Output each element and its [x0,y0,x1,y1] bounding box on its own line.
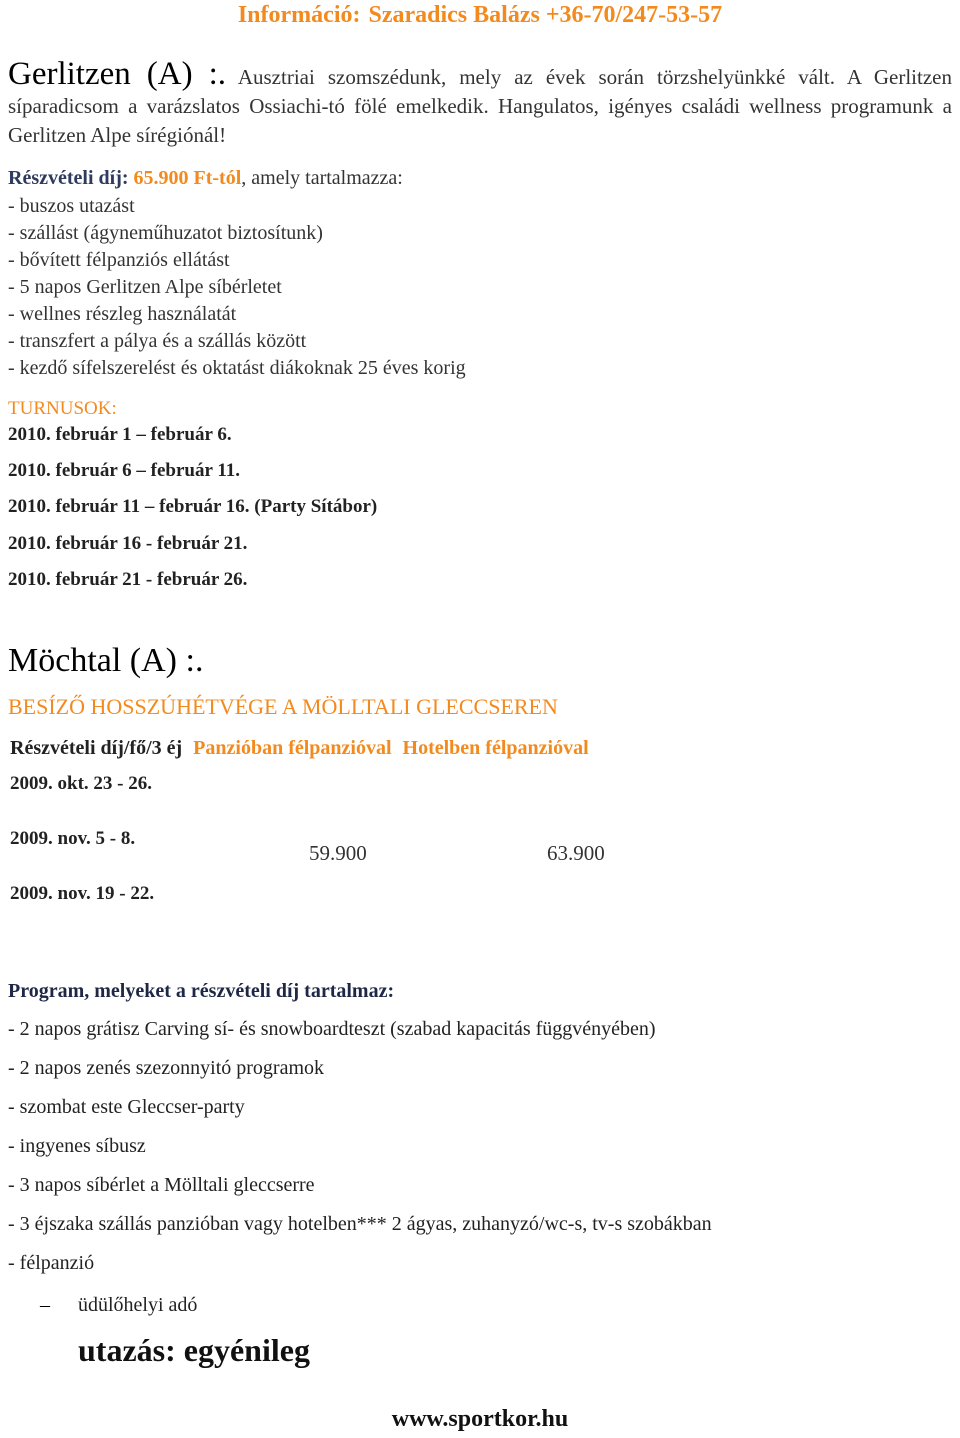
include-item: - 5 napos Gerlitzen Alpe síbérletet [8,276,282,298]
include-item: - wellnes részleg használatát [8,303,237,325]
gerlitzen-fee-line [8,167,403,190]
include-item: - transzfert a pálya és a szállás között [8,330,307,352]
date-row: 2009. okt. 23 - 26. [10,773,152,794]
date-row: 2009. nov. 19 - 22. [10,883,155,904]
col-pension-header: Panzióban félpanzióval [193,737,392,759]
program-item: - 2 napos zenés szezonnyitó programok [8,1057,325,1079]
program-item: - 3 éjszaka szállás panzióban vagy hotelben*** 2 ágyas, zuhanyzó/wc-s, tv-s szobákban [8,1213,712,1235]
mochtal-subtitle: BESÍZŐ HOSSZÚHÉTVÉGE A MÖLLTALI GLECCSEREN [8,694,558,719]
turnus-item: 2010. február 11 – február 16. (Party Sítábor) [8,496,378,517]
program-item: - 2 napos grátisz Carving sí- és snowboardteszt (szabad kapacitás függvényében) [8,1018,656,1040]
dash-bullet: – [40,1294,50,1316]
include-item: - buszos utazást [8,195,135,217]
col-hotel-header: Hotelben félpanzióval [402,737,589,759]
fee-price: 65.900 Ft-tól [133,167,242,189]
gerlitzen-intro [8,56,952,150]
header-contact-line [0,2,960,29]
price-pension: 59.900 [309,841,367,865]
price-label: Részvételi díj/fő/3 éj [10,737,183,759]
gerlitzen-intro-text: Ausztriai szomszédunk, mely az évek során törzshelyünkké vált. A Gerlitzen síparadicsom a varázslatos Ossiachi-tó fölé emelkedik. Hangulatos, igényes családi wellness programunk a Gerlitzen Alpe sírégiónál! [8,65,952,147]
turnus-item: 2010. február 1 – február 6. [8,424,232,445]
program-item: - félpanzió [8,1252,95,1274]
resort-tax-item: üdülőhelyi adó [78,1294,198,1316]
program-item: - szombat este Gleccser-party [8,1096,245,1118]
header-label: Információ: [237,2,361,28]
turnus-item: 2010. február 21 - február 26. [8,569,248,590]
mochtal-title: Möchtal (A) :. [8,642,204,679]
website-link[interactable]: www.sportkor.hu [391,1406,569,1432]
turnus-item: 2010. február 6 – február 11. [8,460,241,481]
header-contact: Szaradics Balázs +36-70/247-53-57 [368,2,723,28]
turnusok-label: TURNUSOK: [8,398,117,419]
travel-note: utazás: egyénileg [78,1332,310,1368]
program-item: - 3 napos síbérlet a Mölltali gleccserre [8,1174,315,1196]
include-item: - kezdő sífelszerelést és oktatást diákoknak 25 éves korig [8,357,466,379]
include-item: - bővített félpanziós ellátást [8,249,230,271]
gerlitzen-title: Gerlitzen (A) :. [8,56,226,92]
include-item: - szállást (ágyneműhuzatot biztosítunk) [8,222,323,244]
turnus-item: 2010. február 16 - február 21. [8,533,248,554]
date-row: 2009. nov. 5 - 8. [10,828,136,849]
fee-suffix: , amely tartalmazza: [241,167,403,189]
price-table-header [10,737,589,760]
program-title: Program, melyeket a részvételi díj tartalmaz: [8,980,395,1002]
program-item: - ingyenes síbusz [8,1135,146,1157]
price-hotel: 63.900 [547,841,605,865]
fee-label: Részvételi díj: [8,167,129,189]
